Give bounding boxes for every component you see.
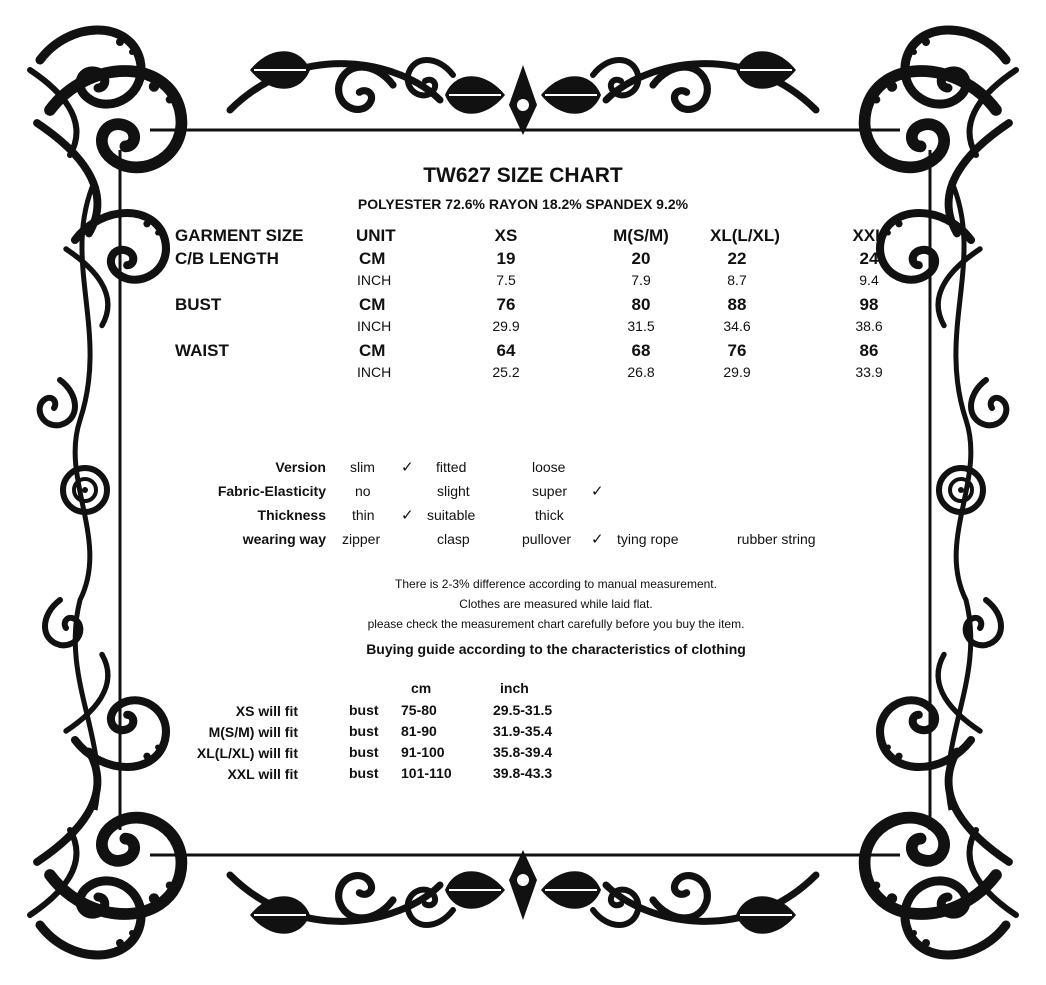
fit-header-cm: cm: [411, 680, 432, 696]
header-size-xl: XL(L/XL): [710, 226, 780, 245]
fit-part: bust: [349, 723, 379, 739]
fit-xl-cm: 91-100: [401, 744, 445, 760]
attr-label-version: Version: [275, 459, 326, 475]
cb-length-xl-cm: 22: [727, 249, 747, 268]
waist-xxl-cm: 86: [859, 341, 879, 360]
unit-inch: INCH: [357, 364, 392, 380]
check-icon: ✓: [591, 483, 604, 500]
waist-xs-cm: 64: [496, 341, 516, 360]
note-laid-flat: Clothes are measured while laid flat.: [459, 597, 653, 611]
cb-length-xs-cm: 19: [496, 249, 516, 268]
cb-length-xxl-cm: 24: [859, 249, 879, 268]
bust-xl-cm: 88: [727, 295, 747, 314]
bust-xl-inch: 34.6: [723, 318, 751, 334]
bust-xs-cm: 76: [496, 295, 516, 314]
option-thick: thick: [535, 507, 564, 523]
waist-m-cm: 68: [631, 341, 651, 360]
waist-m-inch: 26.8: [627, 364, 655, 380]
option-slight: slight: [437, 483, 470, 499]
attr-label-fabric-elasticity: Fabric-Elasticity: [217, 483, 326, 499]
waist-xs-inch: 25.2: [492, 364, 520, 380]
waist-xl-cm: 76: [727, 341, 747, 360]
option-thin: thin: [352, 507, 375, 523]
waist-xl-inch: 29.9: [723, 364, 751, 380]
bust-xs-inch: 29.9: [492, 318, 520, 334]
cb-length-m-inch: 7.9: [631, 272, 651, 288]
fit-label-xxl: XXL will fit: [227, 766, 298, 782]
option-no: no: [355, 483, 371, 499]
waist-xxl-inch: 33.9: [855, 364, 883, 380]
option-clasp: clasp: [437, 531, 470, 547]
note-check-chart: please check the measurement chart carefully before you buy the item.: [367, 617, 745, 631]
attr-label-thickness: Thickness: [257, 507, 326, 523]
unit-inch: INCH: [357, 318, 392, 334]
bust-xxl-inch: 38.6: [855, 318, 883, 334]
chart-title: TW627 SIZE CHART: [423, 164, 623, 187]
option-fitted: fitted: [436, 459, 467, 475]
cb-length-m-cm: 20: [631, 249, 651, 268]
fit-part: bust: [349, 744, 379, 760]
option-super: super: [532, 483, 568, 499]
fit-xs-inch: 29.5-31.5: [493, 702, 553, 718]
bust-m-cm: 80: [631, 295, 651, 314]
option-loose: loose: [532, 459, 566, 475]
fit-part: bust: [349, 765, 379, 781]
check-icon: ✓: [401, 507, 414, 524]
header-unit: UNIT: [356, 226, 396, 245]
bust-m-inch: 31.5: [627, 318, 655, 334]
note-measurement-difference: There is 2-3% difference according to manual measurement.: [395, 577, 717, 591]
fit-xs-cm: 75-80: [401, 702, 437, 718]
fit-xxl-inch: 39.8-43.3: [493, 765, 553, 781]
bust-xxl-cm: 98: [859, 295, 879, 314]
check-icon: ✓: [401, 459, 414, 476]
header-garment-size: GARMENT SIZE: [175, 226, 304, 245]
option-pullover: pullover: [522, 531, 572, 547]
option-zipper: zipper: [342, 531, 381, 547]
attr-label-wearing-way: wearing way: [242, 531, 326, 547]
option-tying-rope: tying rope: [617, 531, 679, 547]
row-label-waist: WAIST: [175, 341, 229, 360]
option-suitable: suitable: [427, 507, 476, 523]
header-size-m: M(S/M): [613, 226, 669, 245]
unit-cm: CM: [359, 249, 386, 268]
fit-part: bust: [349, 702, 379, 718]
header-size-xs: XS: [494, 226, 518, 245]
fit-label-xl: XL(L/XL) will fit: [196, 745, 298, 761]
fabric-composition: POLYESTER 72.6% RAYON 18.2% SPANDEX 9.2%: [357, 196, 689, 212]
header-size-xxl: XXL: [852, 226, 886, 245]
fit-label-xs: XS will fit: [235, 703, 298, 719]
fit-xl-inch: 35.8-39.4: [493, 744, 553, 760]
fit-label-m: M(S/M) will fit: [208, 724, 298, 740]
row-label-bust: BUST: [175, 295, 222, 314]
row-label-cb-length: C/B LENGTH: [175, 249, 279, 268]
unit-inch: INCH: [357, 272, 392, 288]
fit-m-inch: 31.9-35.4: [493, 723, 553, 739]
cb-length-xl-inch: 8.7: [727, 272, 747, 288]
cb-length-xxl-inch: 9.4: [859, 272, 879, 288]
option-rubber-string: rubber string: [737, 531, 816, 547]
fit-header-inch: inch: [500, 680, 529, 696]
unit-cm: CM: [359, 295, 386, 314]
buying-guide-title: Buying guide according to the characteristics of clothing: [366, 641, 746, 657]
fit-xxl-cm: 101-110: [401, 765, 452, 781]
option-slim: slim: [350, 459, 375, 475]
fit-m-cm: 81-90: [401, 723, 437, 739]
check-icon: ✓: [591, 531, 604, 548]
cb-length-xs-inch: 7.5: [496, 272, 516, 288]
unit-cm: CM: [359, 341, 386, 360]
